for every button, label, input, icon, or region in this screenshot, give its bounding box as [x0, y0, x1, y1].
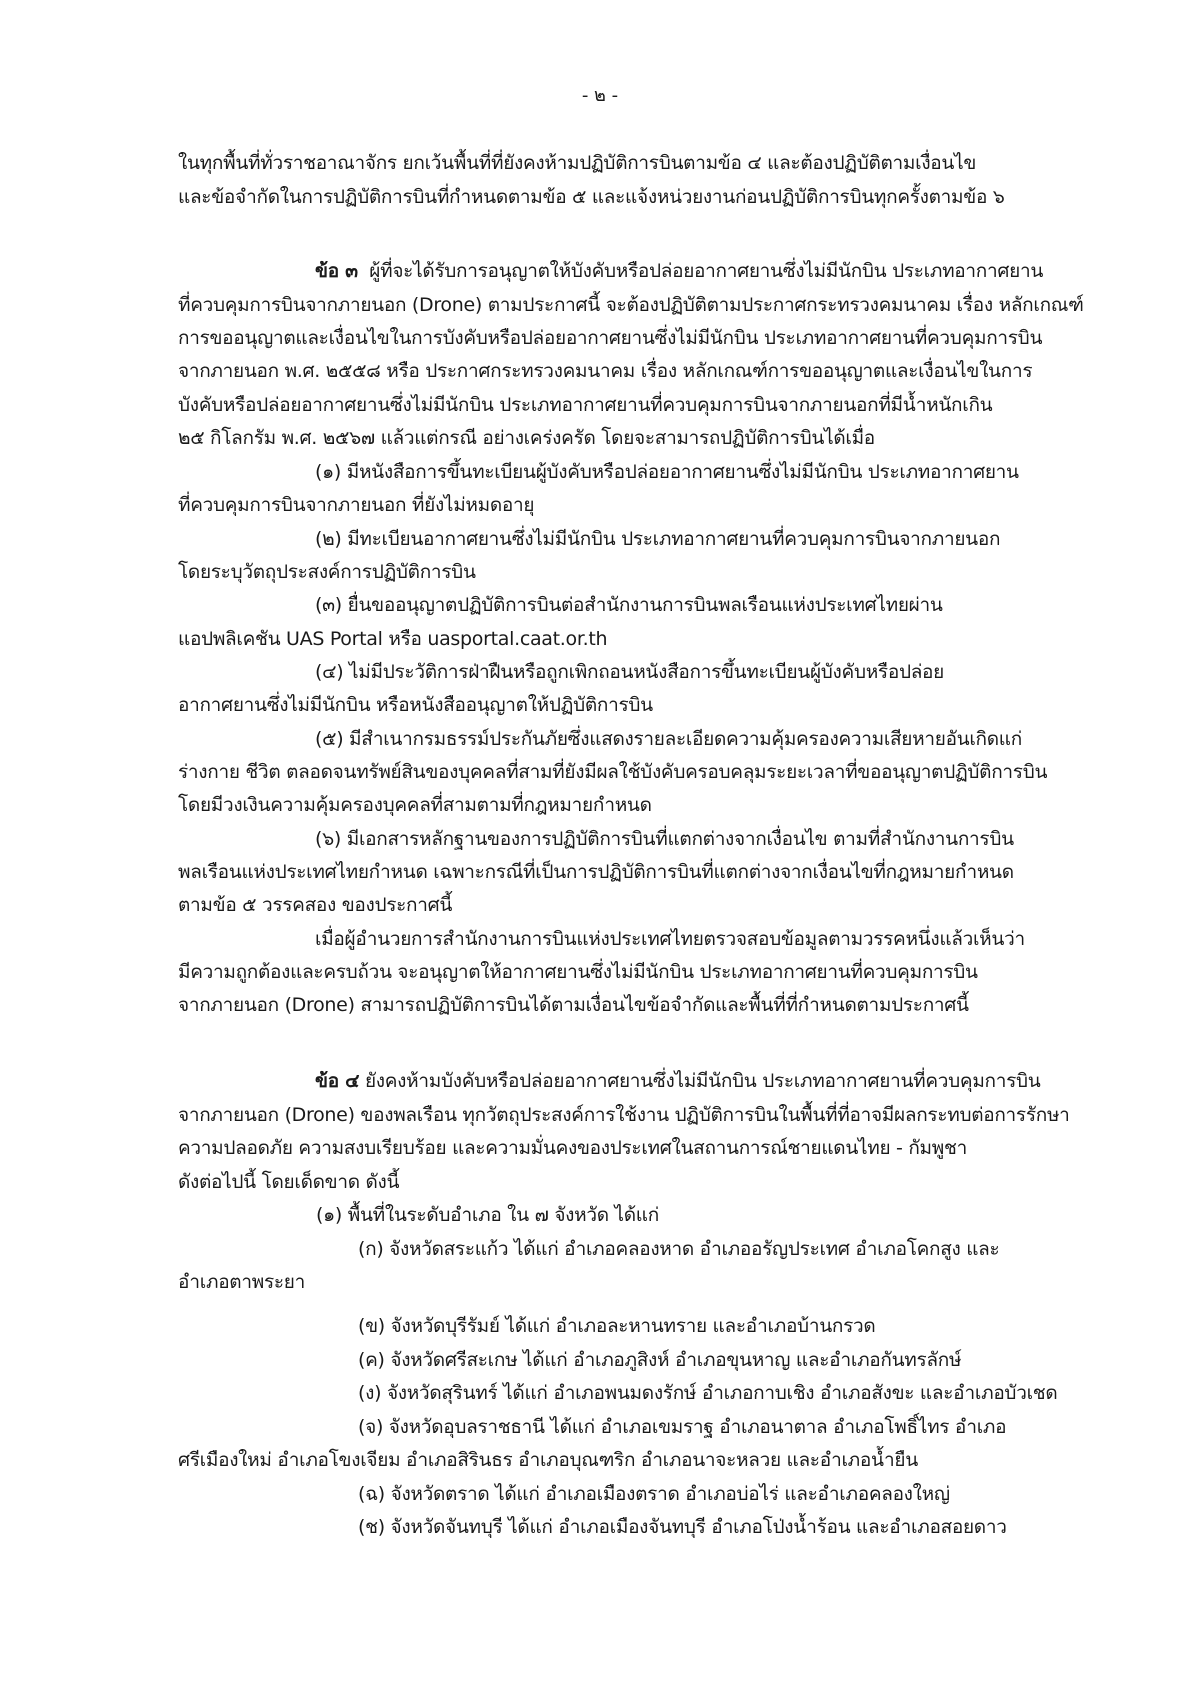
clause-4-line: ข้อ ๔ ยังคงห้ามบังคับหรือปล่อยอากาศยานซึ่งไม่มีนักบิน ประเภทอากาศยานที่ควบคุมการบิน — [315, 1070, 1041, 1092]
text-line: พลเรือนแห่งประเทศไทยกำหนด เฉพาะกรณีที่เป็นการปฏิบัติการบินที่แตกต่างจากเงื่อนไขที่กฎหมายกำหนด — [178, 861, 1014, 883]
text-line: อากาศยานซึ่งไม่มีนักบิน หรือหนังสืออนุญาตให้ปฏิบัติการบิน — [178, 694, 653, 716]
text-line: ตามข้อ ๕ วรรคสอง ของประกาศนี้ — [178, 894, 453, 916]
text-line: โดยมีวงเงินความคุ้มครองบุคคลที่สามตามที่กฎหมายกำหนด — [178, 794, 652, 816]
text-line: (๓) ยื่นขออนุญาตปฏิบัติการบินต่อสำนักงานการบินพลเรือนแห่งประเทศไทยผ่าน — [315, 594, 943, 616]
text-line: (๑) มีหนังสือการขึ้นทะเบียนผู้บังคับหรือปล่อยอากาศยานซึ่งไม่มีนักบิน ประเภทอากาศยาน — [315, 461, 1019, 483]
text-line: (ง) จังหวัดสุรินทร์ ได้แก่ อำเภอพนมดงรักษ์ อำเภอกาบเชิง อำเภอสังขะ และอำเภอบัวเชด — [358, 1382, 1058, 1404]
clause-3-line: ข้อ ๓ ผู้ที่จะได้รับการอนุญาตให้บังคับหรือปล่อยอากาศยานซึ่งไม่มีนักบิน ประเภทอากาศยาน — [315, 260, 1044, 282]
text-line: (๕) มีสำเนากรมธรรม์ประกันภัยซึ่งแสดงรายละเอียดความคุ้มครองความเสียหายอันเกิดแก่ — [315, 728, 1022, 750]
text-line: อำเภอตาพระยา — [178, 1271, 305, 1293]
text-line: (ก) จังหวัดสระแก้ว ได้แก่ อำเภอคลองหาด อำเภออรัญประเทศ อำเภอโคกสูง และ — [358, 1238, 1000, 1260]
text-line: บังคับหรือปล่อยอากาศยานซึ่งไม่มีนักบิน ประเภทอากาศยานที่ควบคุมการบินจากภายนอกที่มีน้ำหนักเกิน — [178, 394, 993, 416]
text-line: ที่ควบคุมการบินจากภายนอก (Drone) ตามประกาศนี้ จะต้องปฏิบัติตามประกาศกระทรวงคมนาคม เรื่อง หลักเกณฑ์ — [178, 294, 1084, 316]
text-line: (ช) จังหวัดจันทบุรี ได้แก่ อำเภอเมืองจันทบุรี อำเภอโป่งน้ำร้อน และอำเภอสอยดาว — [358, 1516, 1007, 1538]
text-line: ความปลอดภัย ความสงบเรียบร้อย และความมั่นคงของประเทศในสถานการณ์ชายแดนไทย - กัมพูชา — [178, 1137, 967, 1159]
clause-3-heading: ข้อ ๓ — [315, 260, 358, 282]
clause-4-heading: ข้อ ๔ — [315, 1070, 360, 1092]
text-line: (๒) มีทะเบียนอากาศยานซึ่งไม่มีนักบิน ประเภทอากาศยานที่ควบคุมการบินจากภายนอก — [315, 528, 1001, 550]
text-line: ๒๕ กิโลกรัม พ.ศ. ๒๕๖๗ แล้วแต่กรณี อย่างเคร่งครัด โดยจะสามารถปฏิบัติการบินได้เมื่อ — [178, 427, 875, 449]
text-line: จากภายนอก (Drone) สามารถปฏิบัติการบินได้ตามเงื่อนไขข้อจำกัดและพื้นที่ที่กำหนดตามประกาศนี้ — [178, 994, 969, 1016]
text-line: (๑) พื้นที่ในระดับอำเภอ ใน ๗ จังหวัด ได้แก่ — [316, 1204, 659, 1226]
text-line: (ค) จังหวัดศรีสะเกษ ได้แก่ อำเภอภูสิงห์ อำเภอขุนหาญ และอำเภอกันทรลักษ์ — [358, 1349, 962, 1371]
text-line: ที่ควบคุมการบินจากภายนอก ที่ยังไม่หมดอายุ — [178, 494, 535, 516]
text-line: เมื่อผู้อำนวยการสำนักงานการบินแห่งประเทศไทยตรวจสอบข้อมูลตามวรรคหนึ่งแล้วเห็นว่า — [315, 928, 1025, 950]
text-line: ร่างกาย ชีวิต ตลอดจนทรัพย์สินของบุคคลที่สามที่ยังมีผลใช้บังคับครอบคลุมระยะเวลาที่ขออนุญาตปฏิบัติการบิน — [178, 761, 1048, 783]
text-line: การขออนุญาตและเงื่อนไขในการบังคับหรือปล่อยอากาศยานซึ่งไม่มีนักบิน ประเภทอากาศยานที่ควบคุมการบิน — [178, 327, 1043, 349]
text-line: (ข) จังหวัดบุรีรัมย์ ได้แก่ อำเภอละหานทราย และอำเภอบ้านกรวด — [358, 1315, 876, 1337]
text-line: (ฉ) จังหวัดตราด ได้แก่ อำเภอเมืองตราด อำเภอบ่อไร่ และอำเภอคลองใหญ่ — [358, 1483, 950, 1505]
text-line: ในทุกพื้นที่ทั่วราชอาณาจักร ยกเว้นพื้นที่ที่ยังคงห้ามปฏิบัติการบินตามข้อ ๔ และต้องปฏิบัติตามเงื่อนไข — [178, 152, 977, 174]
text-line: ดังต่อไปนี้ โดยเด็ดขาด ดังนี้ — [178, 1171, 400, 1193]
text-line: ศรีเมืองใหม่ อำเภอโขงเจียม อำเภอสิรินธร อำเภอบุณฑริก อำเภอนาจะหลวย และอำเภอน้ำยืน — [178, 1449, 918, 1471]
text-line: มีความถูกต้องและครบถ้วน จะอนุญาตให้อากาศยานซึ่งไม่มีนักบิน ประเภทอากาศยานที่ควบคุมการบิน — [178, 961, 978, 983]
text-line: จากภายนอก พ.ศ. ๒๕๕๘ หรือ ประกาศกระทรวงคมนาคม เรื่อง หลักเกณฑ์การขออนุญาตและเงื่อนไขในการ — [178, 360, 1033, 382]
text-line: และข้อจำกัดในการปฏิบัติการบินที่กำหนดตามข้อ ๕ และแจ้งหน่วยงานก่อนปฏิบัติการบินทุกครั้งตามข้อ ๖ — [178, 186, 1005, 208]
text-line: (จ) จังหวัดอุบลราชธานี ได้แก่ อำเภอเขมราฐ อำเภอนาตาล อำเภอโพธิ์ไทร อำเภอ — [358, 1416, 1007, 1438]
text-line: แอปพลิเคชัน UAS Portal หรือ uasportal.caat.or.th — [178, 628, 608, 650]
text-line: (๔) ไม่มีประวัติการฝ่าฝืนหรือถูกเพิกถอนหนังสือการขึ้นทะเบียนผู้บังคับหรือปล่อย — [315, 661, 944, 683]
text-line: โดยระบุวัตถุประสงค์การปฏิบัติการบิน — [178, 561, 476, 583]
text-line: จากภายนอก (Drone) ของพลเรือน ทุกวัตถุประสงค์การใช้งาน ปฏิบัติการบินในพื้นที่ที่อาจมีผลกระทบต่อการรักษา — [178, 1104, 1070, 1126]
page-number: - ๒ - — [581, 85, 619, 106]
text-line: (๖) มีเอกสารหลักฐานของการปฏิบัติการบินที่แตกต่างจากเงื่อนไข ตามที่สำนักงานการบิน — [315, 828, 1014, 850]
